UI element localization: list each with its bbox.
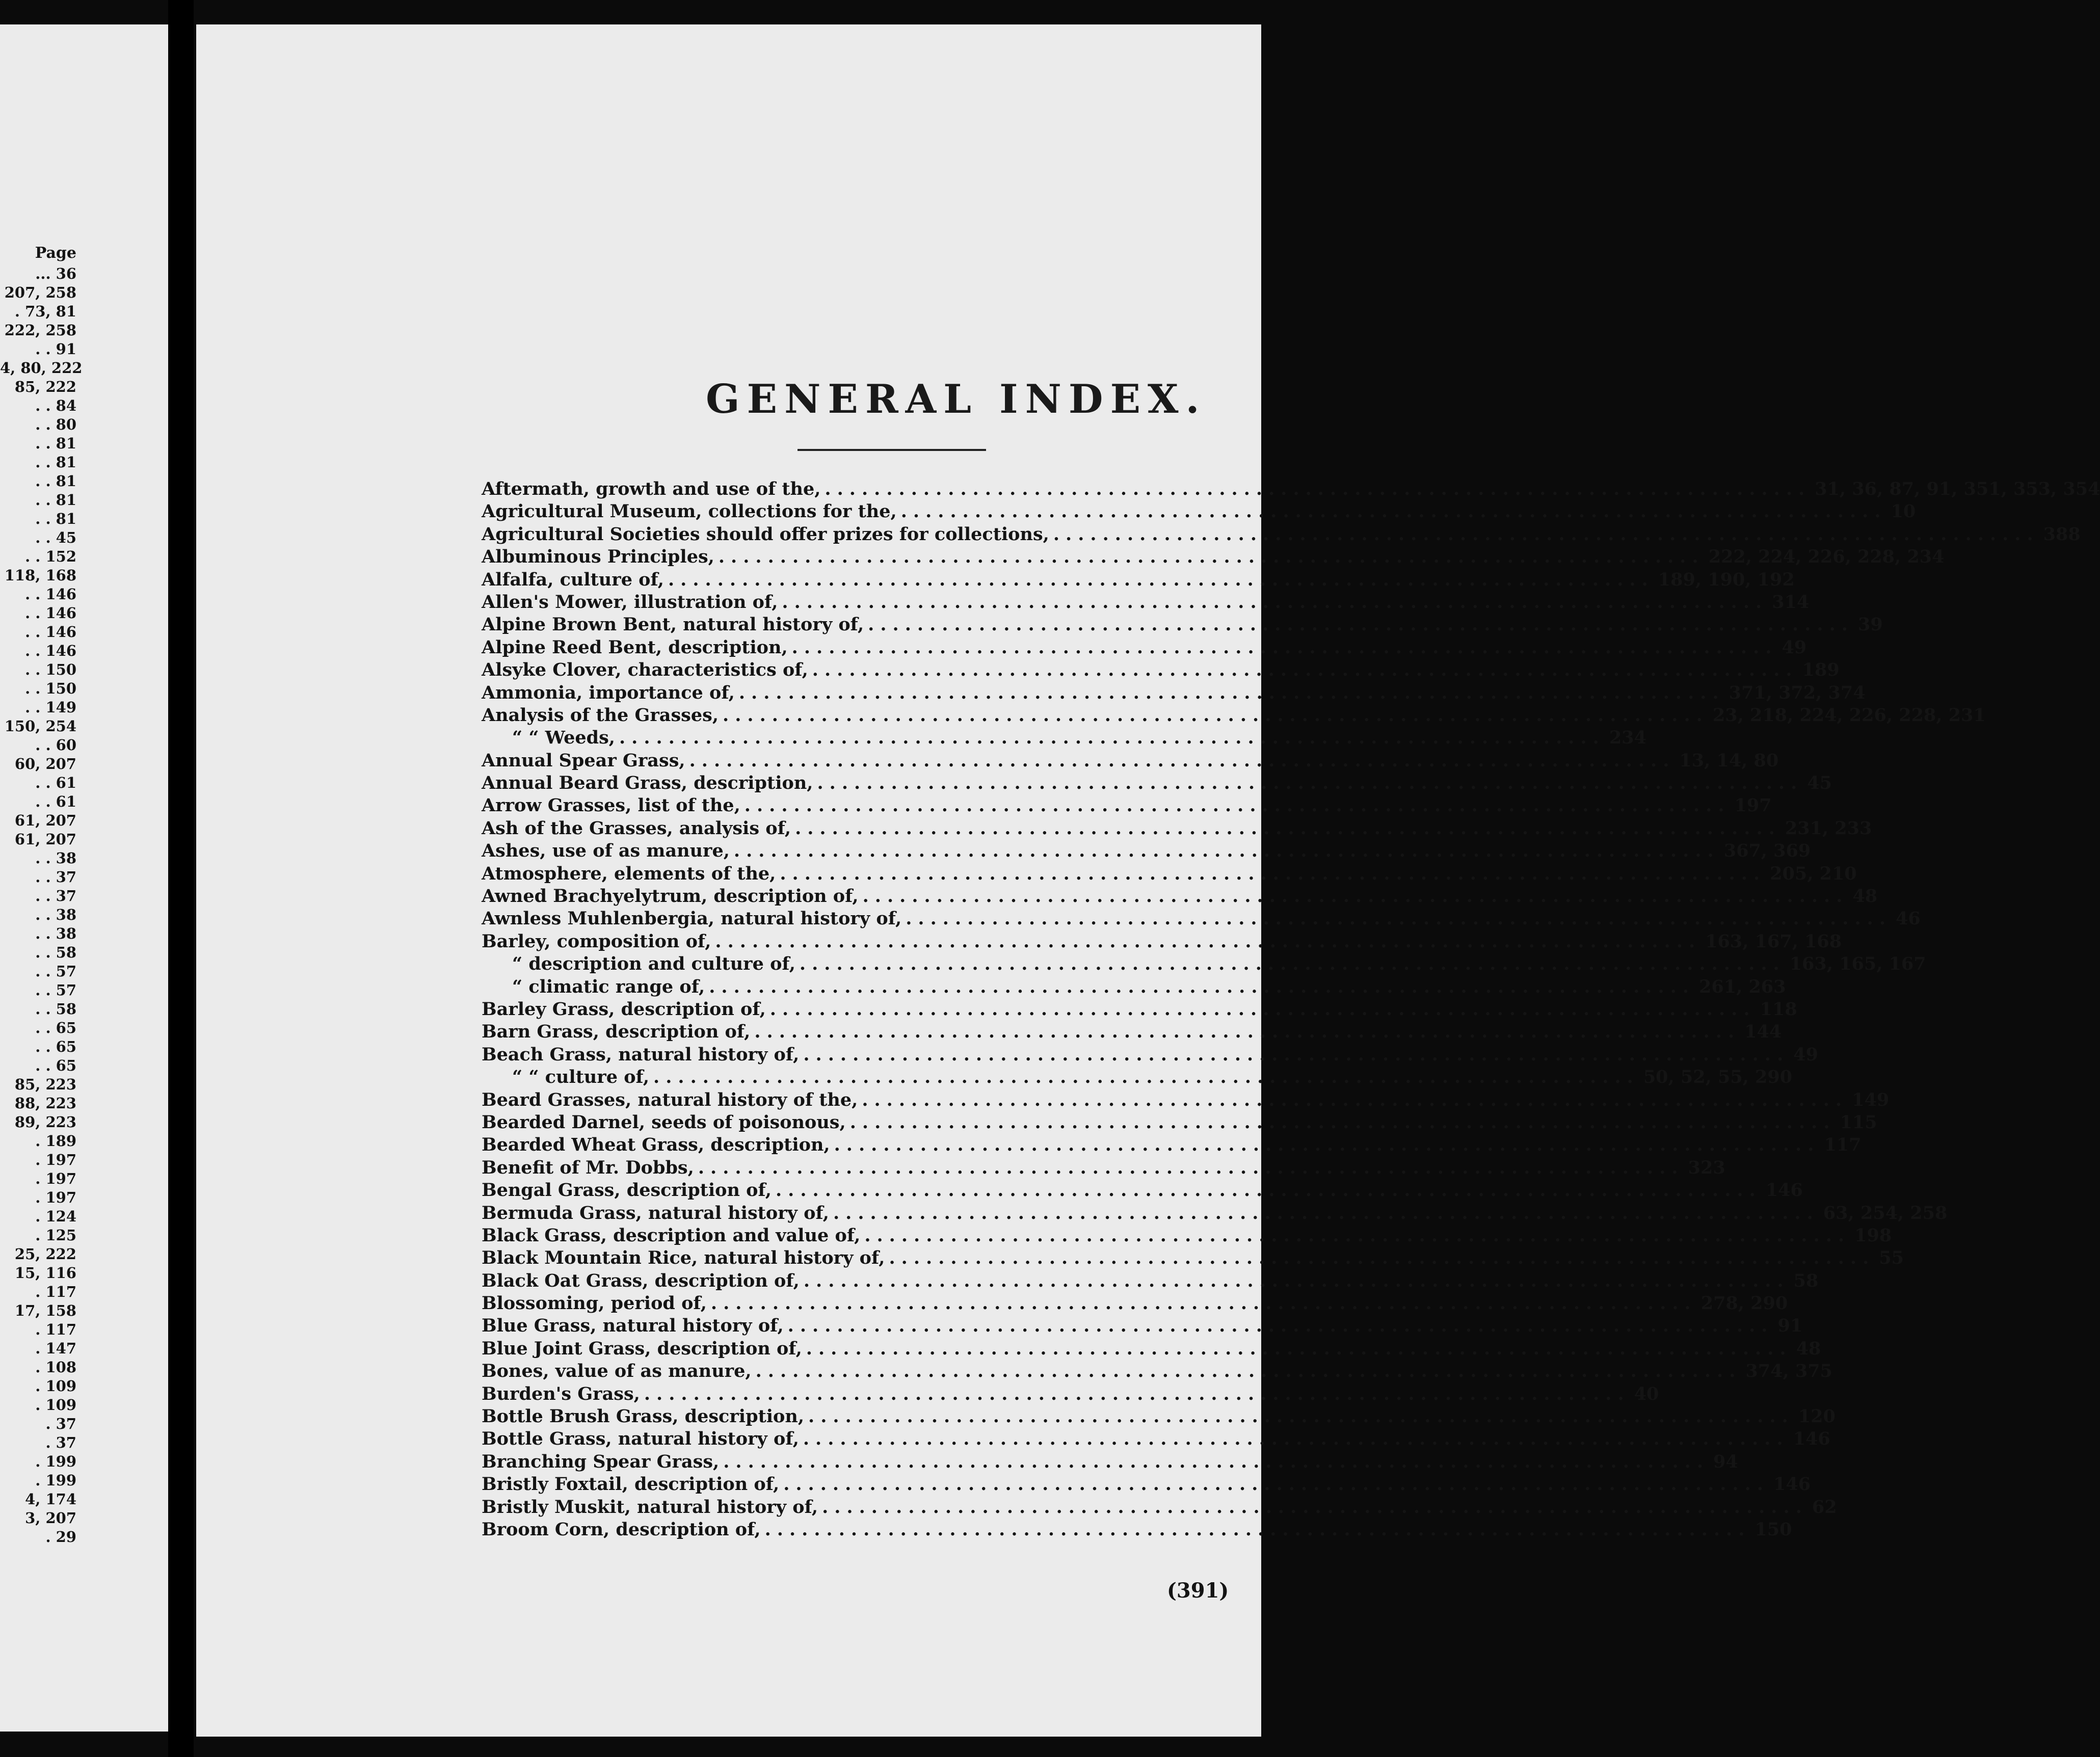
previous-page-number: . 37 — [45, 1434, 76, 1451]
index-entry — [482, 1179, 1803, 1202]
previous-page-number: . . 146 — [25, 604, 76, 622]
index-pages: 205, 210 — [1770, 863, 1857, 884]
page-title: GENERAL INDEX. — [706, 376, 1207, 422]
leader-dots: ................................................................................ — [755, 1361, 1742, 1382]
index-pages: 49 — [1782, 636, 1807, 658]
previous-page-number: . . 45 — [35, 529, 76, 546]
leader-dots: ................................................................................ — [808, 1406, 1794, 1427]
index-term: Black Mountain Rice, natural history of, — [482, 1247, 885, 1269]
index-term: “ “ Weeds, — [512, 727, 615, 749]
previous-page-number: . 147 — [35, 1340, 76, 1357]
previous-page-number: . . 60 — [35, 736, 76, 754]
previous-page-number: . . 146 — [25, 585, 76, 603]
index-pages: 115 — [1840, 1111, 1877, 1133]
index-pages: 163, 167, 168 — [1705, 930, 1842, 952]
leader-dots: ................................................................................ — [862, 1089, 1848, 1110]
index-term: Barley, composition of, — [482, 930, 711, 952]
index-entry — [482, 1270, 1819, 1292]
index-entry — [482, 682, 1866, 704]
index-pages: 48 — [1852, 886, 1878, 907]
index-entry — [482, 1157, 1725, 1179]
previous-page-number: ... 36 — [35, 265, 76, 282]
leader-dots: ................................................................................ — [723, 1451, 1710, 1472]
leader-dots: ................................................................................ — [862, 886, 1849, 907]
index-term: Burden's Grass, — [482, 1383, 640, 1404]
index-pages: 13, 14, 80 — [1679, 750, 1779, 771]
index-entry — [482, 614, 1883, 636]
leader-dots: ................................................................................ — [868, 614, 1854, 635]
index-pages: 150 — [1755, 1519, 1792, 1540]
index-pages: 261, 263 — [1699, 976, 1786, 997]
index-pages: 163, 165, 167 — [1789, 953, 1926, 975]
index-entry — [482, 500, 1916, 523]
previous-page-number: . . 152 — [25, 548, 76, 565]
index-entry — [482, 1044, 1818, 1066]
index-pages: 117 — [1824, 1134, 1862, 1156]
previous-page-number: . . 38 — [35, 906, 76, 923]
leader-dots: ................................................................................ — [782, 591, 1768, 613]
previous-page-number: 89, 223 — [14, 1113, 76, 1131]
index-term: Branching Spear Grass, — [482, 1451, 720, 1472]
previous-page-number: 85, 222 — [14, 378, 76, 395]
leader-dots: ................................................................................ — [833, 1202, 1819, 1223]
index-entry — [482, 659, 1840, 681]
index-entry — [482, 817, 1872, 840]
leader-dots: ................................................................................ — [864, 1224, 1851, 1246]
previous-page-number: 3, 207 — [25, 1509, 76, 1527]
title-rule — [798, 449, 986, 451]
previous-page-number: 61, 207 — [14, 831, 76, 848]
index-pages: 40 — [1634, 1383, 1659, 1404]
leader-dots: ................................................................................ — [644, 1383, 1630, 1404]
previous-page-number: . . 81 — [35, 454, 76, 471]
index-pages: 49 — [1793, 1044, 1818, 1065]
leader-dots: ................................................................................ — [812, 659, 1798, 681]
index-pages: 374, 375 — [1745, 1361, 1832, 1382]
index-pages: 234 — [1609, 727, 1646, 749]
leader-dots: ................................................................................ — [689, 750, 1676, 771]
index-term: Bermuda Grass, natural history of, — [482, 1202, 829, 1223]
previous-page-number: . . 80 — [35, 416, 76, 433]
index-entry — [482, 591, 1810, 614]
index-term: Agricultural Societies should offer prizes for collections, — [482, 523, 1049, 545]
previous-page-numbers — [0, 244, 83, 1547]
index-pages: 149 — [1852, 1089, 1890, 1110]
leader-dots: ................................................................................ — [803, 1428, 1789, 1450]
previous-page-number: . 199 — [35, 1453, 76, 1470]
leader-dots: ................................................................................ — [769, 998, 1756, 1020]
index-entry — [482, 908, 1921, 930]
index-term: Barn Grass, description of, — [482, 1021, 751, 1043]
previous-page-number: . 117 — [35, 1321, 76, 1338]
previous-page-number: . . 57 — [35, 963, 76, 980]
index-pages: 63, 254, 258 — [1823, 1202, 1948, 1223]
previous-page-number: 118, 168 — [4, 567, 76, 584]
index-term: Ammonia, importance of, — [482, 682, 735, 703]
index-pages: 46 — [1896, 908, 1921, 929]
previous-page-number: 25, 222 — [14, 1245, 76, 1263]
index-entry — [482, 1111, 1877, 1134]
leader-dots: ................................................................................ — [1053, 523, 2039, 545]
previous-page-number: . . 81 — [35, 472, 76, 490]
index-entry — [482, 1451, 1738, 1473]
previous-page-number: . . 65 — [35, 1038, 76, 1055]
leader-dots: ................................................................................ — [738, 682, 1725, 703]
index-entry — [482, 1360, 1832, 1382]
index-entry — [482, 1247, 1904, 1269]
index-term: Allen's Mower, illustration of, — [482, 591, 778, 613]
index-entry — [482, 1134, 1862, 1156]
previous-page-number: . 29 — [45, 1528, 76, 1546]
index-term: Ash of the Grasses, analysis of, — [482, 817, 791, 839]
leader-dots: ................................................................................ — [822, 1496, 1808, 1518]
index-term: Benefit of Mr. Dobbs, — [482, 1157, 694, 1178]
index-pages: 48 — [1796, 1338, 1821, 1359]
index-pages: 231, 233 — [1785, 817, 1872, 839]
leader-dots: ................................................................................ — [754, 1021, 1741, 1043]
index-entry — [482, 1089, 1890, 1111]
previous-page-number: 15, 116 — [14, 1264, 76, 1282]
index-pages: 50, 52, 55, 290 — [1643, 1067, 1793, 1088]
index-pages: 388 — [2043, 523, 2081, 545]
index-entry — [482, 976, 1786, 998]
previous-page-number: . 108 — [35, 1359, 76, 1376]
index-pages: 371, 372, 374 — [1729, 682, 1866, 703]
previous-page-number: 60, 207 — [14, 755, 76, 773]
leader-dots: ................................................................................ — [715, 930, 1702, 952]
index-entry — [482, 1496, 1837, 1519]
index-pages: 323 — [1688, 1157, 1725, 1178]
leader-dots: ................................................................................ — [775, 1180, 1762, 1201]
leader-dots: ................................................................................ — [764, 1519, 1751, 1540]
previous-page-number: . . 84 — [35, 397, 76, 414]
previous-page-number: . 197 — [35, 1189, 76, 1206]
book-gutter — [168, 0, 194, 1757]
previous-page-number: . . 57 — [35, 981, 76, 999]
leader-dots: ................................................................................ — [668, 569, 1654, 590]
index-entry — [482, 840, 1811, 862]
previous-page-number: . . 58 — [35, 944, 76, 961]
index-pages: 367, 369 — [1723, 840, 1811, 862]
previous-page-number: . . 81 — [35, 435, 76, 452]
index-entry — [482, 1224, 1892, 1247]
index-entry — [482, 1519, 1792, 1541]
previous-page-number: . 124 — [35, 1208, 76, 1225]
index-entry — [482, 794, 1772, 817]
index-entry — [482, 478, 2100, 500]
index-term: Barley Grass, description of, — [482, 998, 766, 1020]
previous-page-number: . 117 — [35, 1283, 76, 1300]
index-term: Black Grass, description and value of, — [482, 1224, 861, 1246]
index-term: Blue Grass, natural history of, — [482, 1315, 784, 1337]
index-entry — [482, 998, 1797, 1021]
leader-dots: ................................................................................ — [889, 1247, 1875, 1269]
index-term: Blue Joint Grass, description of, — [482, 1338, 802, 1359]
index-page — [196, 24, 2100, 1737]
index-term: Bones, value of as manure, — [482, 1361, 752, 1382]
index-term: Beard Grasses, natural history of the, — [482, 1089, 858, 1110]
index-term: Atmosphere, elements of the, — [482, 863, 776, 884]
index-pages: 278, 290 — [1700, 1293, 1788, 1314]
index-entry — [482, 727, 1646, 749]
leader-dots: ................................................................................ — [795, 817, 1781, 839]
previous-page-number: . 73, 81 — [14, 303, 76, 320]
previous-page-number: . . 65 — [35, 1019, 76, 1036]
previous-page-number: . . 37 — [35, 887, 76, 904]
index-term: Alpine Brown Bent, natural history of, — [482, 614, 864, 635]
leader-dots: ................................................................................ — [791, 636, 1778, 658]
index-term: Bearded Wheat Grass, description, — [482, 1134, 830, 1156]
leader-dots: ................................................................................ — [817, 773, 1803, 794]
index-term: Agricultural Museum, collections for the, — [482, 501, 897, 522]
index-pages: 45 — [1807, 773, 1832, 794]
index-pages: 94 — [1713, 1451, 1738, 1472]
leader-dots: ................................................................................ — [803, 1270, 1790, 1291]
index-term: Black Oat Grass, description of, — [482, 1270, 800, 1291]
index-pages: 31, 36, 87, 91, 351, 353, 354 — [1815, 478, 2100, 499]
previous-page-number: 17, 158 — [14, 1302, 76, 1319]
index-term: Bristly Foxtail, description of, — [482, 1474, 780, 1495]
index-entry — [482, 1338, 1821, 1360]
index-pages: 58 — [1793, 1270, 1819, 1291]
leader-dots: ................................................................................ — [653, 1067, 1639, 1088]
leader-dots: ................................................................................ — [900, 501, 1887, 522]
previous-page-number: . . 58 — [35, 1000, 76, 1018]
leader-dots: ................................................................................ — [834, 1134, 1820, 1156]
index-term: Arrow Grasses, list of the, — [482, 795, 740, 816]
previous-page-number: . . 146 — [25, 623, 76, 641]
index-term: Bearded Darnel, seeds of poisonous, — [482, 1111, 846, 1133]
index-term: Alpine Reed Bent, description, — [482, 636, 788, 658]
index-pages: 55 — [1879, 1247, 1904, 1269]
leader-dots: ................................................................................ — [709, 976, 1695, 997]
page-number: (391) — [1167, 1579, 1229, 1603]
index-pages: 39 — [1857, 614, 1883, 635]
index-term: “ climatic range of, — [512, 976, 705, 997]
previous-page-number: . 125 — [35, 1227, 76, 1244]
index-entry — [482, 1292, 1788, 1315]
previous-page-number: 4, 174 — [25, 1490, 76, 1508]
previous-page-number: . . 146 — [25, 642, 76, 659]
previous-page-number: . 199 — [35, 1472, 76, 1489]
index-term: Analysis of the Grasses, — [482, 704, 719, 726]
previous-page-number: . . 150 — [25, 661, 76, 678]
previous-page-number: . 109 — [35, 1396, 76, 1414]
leader-dots: ................................................................................ — [619, 727, 1605, 749]
previous-page-number: . . 81 — [35, 491, 76, 509]
previous-page-number: 207, 258 — [4, 284, 76, 301]
index-entry — [482, 569, 1795, 591]
previous-page-number: 61, 207 — [14, 812, 76, 829]
index-pages: 198 — [1854, 1224, 1892, 1246]
index-pages: 189 — [1802, 659, 1840, 681]
index-entry — [482, 953, 1926, 975]
index-pages: 146 — [1793, 1428, 1830, 1450]
page-column-header: Page — [35, 244, 76, 262]
index-entry — [482, 1473, 1811, 1496]
index-term: Bottle Brush Grass, description, — [482, 1406, 805, 1427]
index-entry — [482, 636, 1807, 659]
index-term: Bristly Muskit, natural history of, — [482, 1496, 818, 1518]
previous-page-number: . . 65 — [35, 1057, 76, 1074]
previous-page-number: . . 37 — [35, 868, 76, 886]
leader-dots: ................................................................................ — [698, 1157, 1684, 1178]
index-term: Beach Grass, natural history of, — [482, 1044, 800, 1065]
index-pages: 10 — [1891, 501, 1916, 522]
leader-dots: ................................................................................ — [906, 908, 1892, 929]
index-pages: 197 — [1734, 795, 1772, 816]
index-pages: 314 — [1772, 591, 1810, 613]
previous-page-number: . . 38 — [35, 849, 76, 867]
index-term: Alsyke Clover, characteristics of, — [482, 659, 808, 681]
index-term: Broom Corn, description of, — [482, 1519, 761, 1540]
index-entry — [482, 863, 1857, 885]
index-entry — [482, 885, 1878, 908]
previous-page-number: . 37 — [45, 1415, 76, 1432]
index-term: Bengal Grass, description of, — [482, 1180, 772, 1201]
leader-dots: ................................................................................ — [803, 1044, 1790, 1065]
index-entry — [482, 1066, 1793, 1088]
index-term: Annual Beard Grass, description, — [482, 773, 813, 794]
index-pages: 144 — [1744, 1021, 1782, 1043]
index-entry — [482, 772, 1832, 794]
index-term: Aftermath, growth and use of the, — [482, 478, 821, 499]
index-pages: 146 — [1773, 1474, 1811, 1495]
leader-dots: ................................................................................ — [849, 1111, 1836, 1133]
previous-page-number: 85, 223 — [14, 1076, 76, 1093]
index-term: Albuminous Principles, — [482, 546, 714, 568]
previous-page-number: . . 61 — [35, 774, 76, 791]
leader-dots: ................................................................................ — [787, 1315, 1774, 1337]
leader-dots: ................................................................................ — [806, 1338, 1792, 1359]
previous-page-number: 222, 258 — [4, 322, 76, 339]
index-pages: 91 — [1777, 1315, 1803, 1337]
index-term: Alfalfa, culture of, — [482, 569, 664, 590]
previous-page-number: . . 38 — [35, 925, 76, 942]
leader-dots: ................................................................................ — [799, 953, 1786, 975]
previous-page-number: . 197 — [35, 1170, 76, 1187]
previous-page-number: 4, 80, 222 — [0, 359, 83, 377]
index-entry — [482, 546, 1945, 568]
previous-page-number: . . 150 — [25, 680, 76, 697]
leader-dots: ................................................................................ — [710, 1293, 1697, 1314]
previous-page-number: . . 61 — [35, 793, 76, 810]
index-term: Awnless Muhlenbergia, natural history of, — [482, 908, 902, 929]
index-list — [482, 478, 2100, 1541]
index-pages: 62 — [1812, 1496, 1837, 1518]
previous-page-number: 150, 254 — [4, 717, 76, 735]
index-entry — [482, 704, 1986, 727]
index-term: “ “ culture of, — [512, 1067, 650, 1088]
index-term: Bottle Grass, natural history of, — [482, 1428, 799, 1450]
leader-dots: ................................................................................ — [723, 704, 1709, 726]
leader-dots: ................................................................................ — [825, 478, 1811, 499]
previous-page-number: . 189 — [35, 1132, 76, 1150]
index-entry — [482, 1383, 1659, 1405]
previous-page-number: 88, 223 — [14, 1095, 76, 1112]
index-entry — [482, 1428, 1830, 1450]
previous-page-number: . . 91 — [35, 340, 76, 358]
index-entry — [482, 1021, 1782, 1043]
index-pages: 120 — [1798, 1406, 1836, 1427]
previous-page-number: . . 81 — [35, 510, 76, 527]
index-entry — [482, 1315, 1803, 1337]
index-entry — [482, 523, 2081, 546]
index-term: Ashes, use of as manure, — [482, 840, 730, 862]
index-term: Blossoming, period of, — [482, 1293, 707, 1314]
index-pages: 118 — [1760, 998, 1797, 1020]
index-pages: 222, 224, 226, 228, 234 — [1708, 546, 1945, 568]
index-pages: 189, 190, 192 — [1658, 569, 1795, 590]
index-term: Annual Spear Grass, — [482, 750, 685, 771]
index-entry — [482, 930, 1842, 953]
leader-dots: ................................................................................ — [780, 863, 1766, 884]
leader-dots: ................................................................................ — [733, 840, 1720, 862]
index-pages: 23, 218, 224, 226, 228, 231 — [1712, 704, 1986, 726]
leader-dots: ................................................................................ — [783, 1474, 1769, 1495]
index-entry — [482, 1405, 1836, 1428]
leader-dots: ................................................................................ — [744, 795, 1731, 816]
index-term: “ description and culture of, — [512, 953, 795, 975]
previous-page-number: . . 149 — [25, 699, 76, 716]
index-term: Awned Brachyelytrum, description of, — [482, 886, 859, 907]
index-entry — [482, 750, 1779, 772]
previous-page-number: . 109 — [35, 1377, 76, 1395]
index-entry — [482, 1202, 1948, 1224]
index-pages: 146 — [1765, 1180, 1803, 1201]
previous-page-number: . 197 — [35, 1151, 76, 1168]
leader-dots: ................................................................................ — [718, 546, 1705, 568]
previous-page-edge — [0, 24, 168, 1732]
